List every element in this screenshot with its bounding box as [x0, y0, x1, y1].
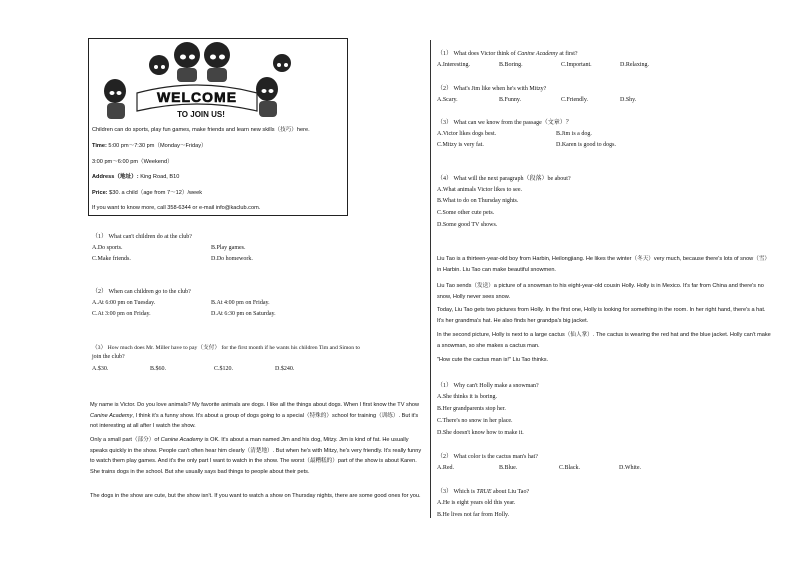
question-c1-stem: （1） Why can't Holly make a snowman?: [437, 383, 539, 389]
question-b2-stem: （2） What's Jim like when he's with Mitzy?: [437, 86, 547, 92]
option-a2-c: C.At 3:00 pm on Friday.: [92, 311, 151, 317]
option-c1-b: B.Her grandparents stop her.: [437, 406, 506, 412]
option-c2-c: C.Black.: [559, 465, 580, 471]
option-b1-c: C.Important.: [561, 62, 592, 68]
option-b3-a: A.Victor likes dogs best.: [437, 131, 497, 137]
passage-c-paragraph-4: In the second picture, Holly is next to a large cactus（仙人掌）. The cactus is wearing the red hat and the blue jacket. Holly can't make a snowman, so she makes a cactus man.: [437, 332, 771, 349]
option-b1-a: A.Interesting.: [437, 62, 470, 68]
option-b4-c: C.Some other cute pets.: [437, 210, 495, 216]
ad-intro: Children can do sports, play fun games, make friends and learn new skills（技巧）here.: [92, 127, 310, 133]
question-a3-stem-line2: join the club?: [92, 354, 125, 360]
passage-c-paragraph-2: Liu Tao sends（发送）a picture of a snowman to his eight-year-old cousin Holly. Holly is in Mexico. It's far from China and there's no snow, Holly never sees snow.: [437, 283, 764, 300]
address-value: King Road, B10: [140, 174, 180, 180]
passage-b-paragraph-1: My name is Victor. Do you love animals? My favorite animals are dogs. I like all the things about dogs. When I first know the TV show Canine Academy, I think it's a funny show. It's about a group of dogs going to a special（特殊的）school for training（训练）. But it's not interesting at all after I watch the show.: [90, 402, 420, 429]
ad-price: [92, 189, 347, 197]
price-label: Price:: [92, 190, 108, 196]
passage-c-paragraph-1: Liu Tao is a thirteen-year-old boy from Harbin, Heilongjiang. He likes the winter（冬天）very much, because there's lots of snow（雪）in Harbin. Liu Tao can make beautiful snowmen.: [437, 256, 771, 273]
option-a3-d: D.$240.: [275, 366, 295, 372]
question-b1-stem: （1） What does Victor think of Canine Academy at first?: [437, 51, 578, 57]
question-b4-stem: （4） What will the next paragraph（段落）be about?: [437, 176, 571, 182]
option-b1-b: B.Boring.: [499, 62, 523, 68]
option-c2-a: A.Red.: [437, 465, 454, 471]
option-b3-c: C.Mitzy is very fat.: [437, 142, 484, 148]
column-divider: [430, 40, 431, 518]
option-a1-b: B.Play games.: [211, 245, 246, 251]
option-b2-c: C.Friendly.: [561, 97, 588, 103]
option-c3-b: B.He lives not far from Holly.: [437, 512, 510, 518]
option-b2-d: D.Shy.: [620, 97, 637, 103]
time-weekday-value: 5:00 pm～7:30 pm（Monday～Friday）: [108, 143, 207, 149]
option-a2-a: A.At 6:00 pm on Tuesday.: [92, 300, 156, 306]
option-a2-d: D.At 6:30 pm on Saturday.: [211, 311, 276, 317]
ad-time-weekend: 3:00 pm～6:00 pm（Weekend）: [92, 159, 173, 165]
emphasis-true: TRUE: [476, 489, 492, 495]
advertisement-box: [88, 38, 348, 216]
show-title: Canine Academy: [90, 412, 133, 419]
price-value: $30. a child（age from 7～12）/week: [109, 190, 203, 196]
option-c3-a: A.He is eight years old this year.: [437, 500, 516, 506]
option-a1-c: C.Make friends.: [92, 256, 131, 262]
time-label: Time:: [92, 143, 107, 149]
question-a3-stem-line1: （3） How much does Mr. Miller have to pay（支付） for the first month if he wants his children Tim and Simon to: [92, 345, 360, 351]
question-b3-stem: （3） What can we know from the passage（文章）？: [437, 120, 572, 126]
question-a1-stem: （1） What can't children do at the club?: [92, 234, 192, 240]
option-b2-a: A.Scary.: [437, 97, 458, 103]
option-b2-b: B.Funny.: [499, 97, 521, 103]
option-a3-b: B.$60.: [150, 366, 167, 372]
welcome-poster-image: [97, 41, 297, 123]
ad-time-weekday: [92, 142, 347, 150]
option-a3-c: C.$120.: [214, 366, 234, 372]
option-c1-c: C.There's no snow in her place.: [437, 418, 513, 424]
question-c2-stem: （2） What color is the cactus man's hat?: [437, 454, 538, 460]
option-b3-b: B.Jim is a dog.: [556, 131, 592, 137]
passage-b-paragraph-3: The dogs in the show are cute, but the show isn't. If you want to watch a show on Thursday nights, there are some good ones for you.: [90, 493, 421, 499]
show-title: Canine Academy: [160, 437, 203, 443]
option-c2-b: B.Blue.: [499, 465, 518, 471]
option-b1-d: D.Relaxing.: [620, 62, 649, 68]
option-c1-d: D.She doesn't know how to make it.: [437, 430, 524, 436]
question-c3-stem: （3） Which is TRUE about Liu Tao?: [437, 489, 530, 495]
option-b4-d: D.Some good TV shows.: [437, 222, 498, 228]
option-a1-a: A.Do sports.: [92, 245, 123, 251]
ad-contact: If you want to know more, call 358-6344 or e-mail info@kaclub.com.: [92, 205, 261, 211]
passage-b-paragraph-2: Only a small part（部分）of Canine Academy is OK. It's about a man named Jim and his dog, Mitzy. Jim is kind of fat. He usually speaks quickly in the show. People can't often hear him clearly（清楚地）. But when he's with Mitzy, he's very friendly. It's really funny to watch them play games. And it's the only part I want to watch in the show. The worst（最糟糕的）part of the show is about Karen. She trains dogs in the school. But she usually says bad things to people about their pets.: [90, 437, 422, 475]
option-b4-b: B.What to do on Thursday nights.: [437, 198, 519, 204]
option-c1-a: A.She thinks it is boring.: [437, 394, 498, 400]
question-a2-stem: （2） When can children go to the club?: [92, 289, 191, 295]
ad-address: [92, 173, 347, 181]
address-label: Address（地址）:: [92, 174, 139, 180]
welcome-logo-text: WELCOME: [156, 89, 238, 105]
passage-c-paragraph-3: Today, Liu Tao gets two pictures from Holly. In the first one, Holly is looking for something in the room. In her right hand, there's a hat. It's her grandma's hat. He also finds her grandpa's big jacket.: [437, 307, 766, 324]
show-title: Canine Academy: [517, 51, 558, 57]
option-b3-d: D.Karen is good to dogs.: [556, 142, 616, 148]
option-a3-a: A.$30.: [92, 366, 109, 372]
option-c2-d: D.White.: [619, 465, 641, 471]
option-a2-b: B.At 4:00 pm on Friday.: [211, 300, 270, 306]
option-b4-a: A.What animals Victor likes to see.: [437, 187, 523, 193]
passage-c-paragraph-5: "How cute the cactus man is!" Liu Tao thinks.: [437, 357, 549, 363]
join-us-logo-text: TO JOIN US!: [177, 110, 225, 119]
option-a1-d: D.Do homework.: [211, 256, 253, 262]
